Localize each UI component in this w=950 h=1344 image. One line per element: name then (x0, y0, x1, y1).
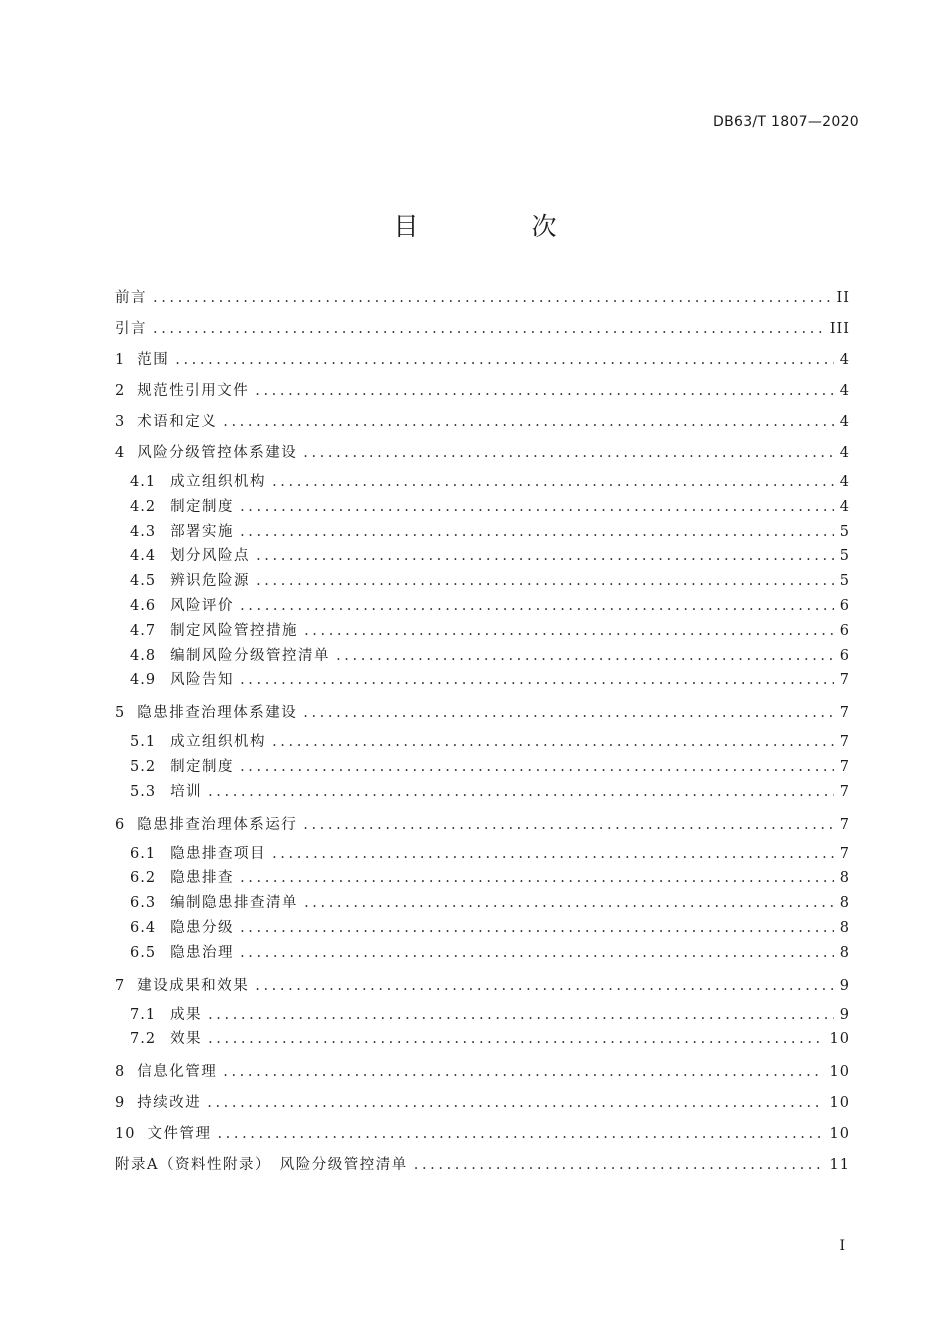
toc-entry-label: 成立组织机构 (170, 474, 267, 490)
toc-entry-label: 划分风险点 (170, 548, 251, 565)
toc-leader-dots (240, 918, 834, 938)
toc-entry-number: 9 (115, 1095, 126, 1112)
toc-entry[interactable] (115, 646, 850, 671)
toc-entry-page: 5 (839, 548, 850, 565)
toc-entry-number: 1 (115, 352, 126, 368)
toc-entry-label: 隐患排查治理体系建设 (137, 705, 298, 722)
toc-entry-number: 4.9 (130, 672, 157, 689)
toc-entry[interactable] (115, 621, 850, 646)
toc-entry-label: 文件管理 (147, 1126, 212, 1143)
toc-entry-page: 9 (839, 1006, 850, 1023)
toc-entry-label: 前言 (115, 290, 147, 306)
toc-leader-dots (303, 813, 834, 837)
toc-entry-label: 规范性引用文件 (137, 383, 250, 399)
toc-entry-label: 部署实施 (170, 523, 235, 540)
toc-title: 目 次 (393, 212, 601, 241)
toc-entry-page: 9 (839, 977, 850, 994)
toc-leader-dots (414, 1153, 824, 1177)
toc-entry-number: 7.1 (130, 1006, 157, 1023)
toc-entry-number: 2 (115, 383, 126, 399)
toc-entry[interactable] (115, 1153, 850, 1184)
toc-entry-page: 4 (839, 445, 850, 461)
toc-entry-number: 4.2 (130, 498, 157, 515)
toc-entry-number: 5.2 (130, 758, 157, 775)
toc-entry-page: 4 (839, 414, 850, 430)
toc-entry-label: 风险评价 (170, 597, 235, 614)
toc-entry[interactable] (115, 522, 850, 547)
toc-entry[interactable] (115, 844, 850, 869)
toc-entry-number: 4.7 (130, 622, 157, 639)
toc-entry-page: 7 (839, 816, 850, 833)
toc-entry-number: 3 (115, 414, 126, 430)
toc-leader-dots (208, 782, 834, 802)
toc-entry-page: 8 (839, 944, 850, 961)
toc-entry-page: 4 (839, 474, 850, 490)
toc-entry-page: 6 (839, 597, 850, 614)
toc-entry-page: 7 (839, 705, 850, 722)
toc-entry-number: 6.4 (130, 919, 157, 936)
toc-entry-page: 4 (839, 383, 850, 399)
toc-entry-page: 10 (829, 1031, 850, 1048)
toc-entry-number: 4.3 (130, 523, 157, 540)
toc-leader-dots (153, 286, 831, 310)
toc-leader-dots (223, 410, 834, 434)
toc-leader-dots (304, 621, 834, 641)
toc-entry-page: 7 (839, 734, 850, 751)
toc-entry[interactable] (115, 571, 850, 596)
toc-entry-page: 5 (839, 523, 850, 540)
toc-entry-page: 10 (829, 1126, 850, 1143)
toc-entry-label: 辨识危险源 (170, 573, 251, 590)
toc-leader-dots (255, 379, 834, 403)
page-folio: I (839, 1238, 845, 1254)
toc-entry-page: 10 (829, 1095, 850, 1112)
toc-entry-page: 4 (839, 498, 850, 515)
toc-entry-page: 11 (829, 1157, 850, 1174)
toc-entry[interactable] (115, 1091, 850, 1122)
toc-entry[interactable] (115, 317, 850, 348)
toc-entry-page: 6 (839, 622, 850, 639)
toc-entry[interactable] (115, 918, 850, 943)
toc-leader-dots (240, 522, 834, 542)
toc-entry[interactable] (115, 1122, 850, 1153)
toc-entry-label: 编制风险分级管控清单 (170, 647, 331, 664)
toc-leader-dots (272, 472, 834, 492)
toc-leader-dots (153, 317, 824, 341)
toc-entry[interactable] (115, 1060, 850, 1091)
toc-entry-page: 8 (839, 895, 850, 912)
toc-leader-dots (303, 701, 834, 725)
toc-entry-page: 5 (839, 573, 850, 590)
toc-entry[interactable] (115, 286, 850, 317)
toc-entry-number: 7.2 (130, 1031, 157, 1048)
toc-leader-dots (175, 348, 834, 372)
toc-leader-dots (240, 596, 834, 616)
toc-entry[interactable] (115, 701, 850, 732)
toc-leader-dots (272, 732, 834, 752)
toc-entry[interactable] (115, 732, 850, 757)
toc-entry-label: 制定风险管控措施 (170, 622, 299, 639)
toc-leader-dots (255, 974, 834, 998)
toc-entry[interactable] (115, 410, 850, 441)
toc-leader-dots (272, 844, 834, 864)
toc-leader-dots (240, 868, 834, 888)
toc-entry-number: 4.4 (130, 548, 157, 565)
toc-entry-number: 10 (115, 1126, 136, 1143)
toc-entry[interactable] (115, 1005, 850, 1030)
toc-entry-number: 6.5 (130, 944, 157, 961)
toc-leader-dots (256, 571, 834, 591)
toc-entry-number: 4.8 (130, 647, 157, 664)
document-code: DB63/T 1807—2020 (713, 114, 859, 130)
toc-leader-dots (208, 1005, 834, 1025)
toc-entry[interactable] (115, 974, 850, 1005)
toc-entry-number: 7 (115, 977, 126, 994)
toc-entry-label: 隐患排查治理体系运行 (137, 816, 298, 833)
toc-entry[interactable] (115, 1029, 850, 1054)
toc-entry-number: 4.1 (130, 474, 157, 490)
toc-entry[interactable] (115, 596, 850, 621)
toc-entry-label: 制定制度 (170, 498, 235, 515)
toc-leader-dots (240, 497, 834, 517)
toc-leader-dots (223, 1060, 823, 1084)
toc-entry-label: 培训 (170, 783, 203, 800)
toc-leader-dots (240, 670, 834, 690)
table-of-contents (115, 286, 850, 1184)
toc-entry-label: 附录A（资料性附录） 风险分级管控清单 (115, 1157, 408, 1174)
toc-entry-label: 成立组织机构 (170, 734, 267, 751)
toc-entry[interactable] (115, 472, 850, 497)
toc-entry-number: 6.1 (130, 845, 157, 862)
toc-entry-number: 4.6 (130, 597, 157, 614)
toc-entry[interactable] (115, 757, 850, 782)
toc-entry-label: 术语和定义 (137, 414, 218, 430)
toc-entry-page: 8 (839, 919, 850, 936)
toc-entry-number: 5 (115, 705, 126, 722)
toc-entry-page: 7 (839, 758, 850, 775)
toc-entry-page: II (836, 290, 850, 306)
toc-entry-number: 4.5 (130, 573, 157, 590)
toc-entry-page: III (829, 321, 850, 337)
toc-entry-label: 效果 (170, 1031, 203, 1048)
toc-leader-dots (240, 757, 834, 777)
toc-entry-label: 风险告知 (170, 672, 235, 689)
toc-leader-dots (208, 1029, 823, 1049)
toc-leader-dots (336, 646, 834, 666)
toc-entry-label: 风险分级管控体系建设 (137, 445, 298, 461)
toc-entry-number: 8 (115, 1064, 126, 1081)
toc-leader-dots (207, 1091, 823, 1115)
toc-entry[interactable] (115, 546, 850, 571)
toc-entry-page: 7 (839, 783, 850, 800)
toc-entry[interactable] (115, 782, 850, 807)
toc-entry-page: 7 (839, 672, 850, 689)
toc-entry[interactable] (115, 670, 850, 695)
toc-entry[interactable] (115, 893, 850, 918)
toc-entry-label: 编制隐患排查清单 (170, 895, 299, 912)
toc-entry-page: 6 (839, 647, 850, 664)
toc-entry[interactable] (115, 497, 850, 522)
toc-leader-dots (256, 546, 834, 566)
toc-entry-label: 制定制度 (170, 758, 235, 775)
toc-leader-dots (304, 893, 834, 913)
toc-entry-page: 10 (829, 1064, 850, 1081)
toc-entry[interactable] (115, 868, 850, 893)
toc-entry-number: 6.2 (130, 870, 157, 887)
toc-leader-dots (217, 1122, 823, 1146)
toc-entry[interactable] (115, 348, 850, 379)
toc-entry-label: 隐患分级 (170, 919, 235, 936)
toc-entry-label: 隐患治理 (170, 944, 235, 961)
toc-entry[interactable] (115, 379, 850, 410)
toc-entry-label: 引言 (115, 321, 147, 337)
toc-leader-dots (240, 943, 834, 963)
toc-entry-number: 5.1 (130, 734, 157, 751)
toc-entry[interactable] (115, 441, 850, 472)
toc-entry-label: 持续改进 (137, 1095, 202, 1112)
toc-entry-page: 7 (839, 845, 850, 862)
toc-entry-number: 6 (115, 816, 126, 833)
toc-entry-label: 隐患排查 (170, 870, 235, 887)
toc-entry-label: 隐患排查项目 (170, 845, 267, 862)
toc-entry-number: 5.3 (130, 783, 157, 800)
toc-entry-page: 4 (839, 352, 850, 368)
toc-entry[interactable] (115, 943, 850, 968)
toc-entry-number: 4 (115, 445, 126, 461)
toc-entry-label: 信息化管理 (137, 1064, 218, 1081)
toc-leader-dots (303, 441, 834, 465)
toc-entry-label: 成果 (170, 1006, 203, 1023)
toc-entry-label: 建设成果和效果 (137, 977, 250, 994)
toc-entry-number: 6.3 (130, 895, 157, 912)
toc-entry[interactable] (115, 813, 850, 844)
toc-entry-label: 范围 (137, 352, 170, 368)
toc-entry-page: 8 (839, 870, 850, 887)
